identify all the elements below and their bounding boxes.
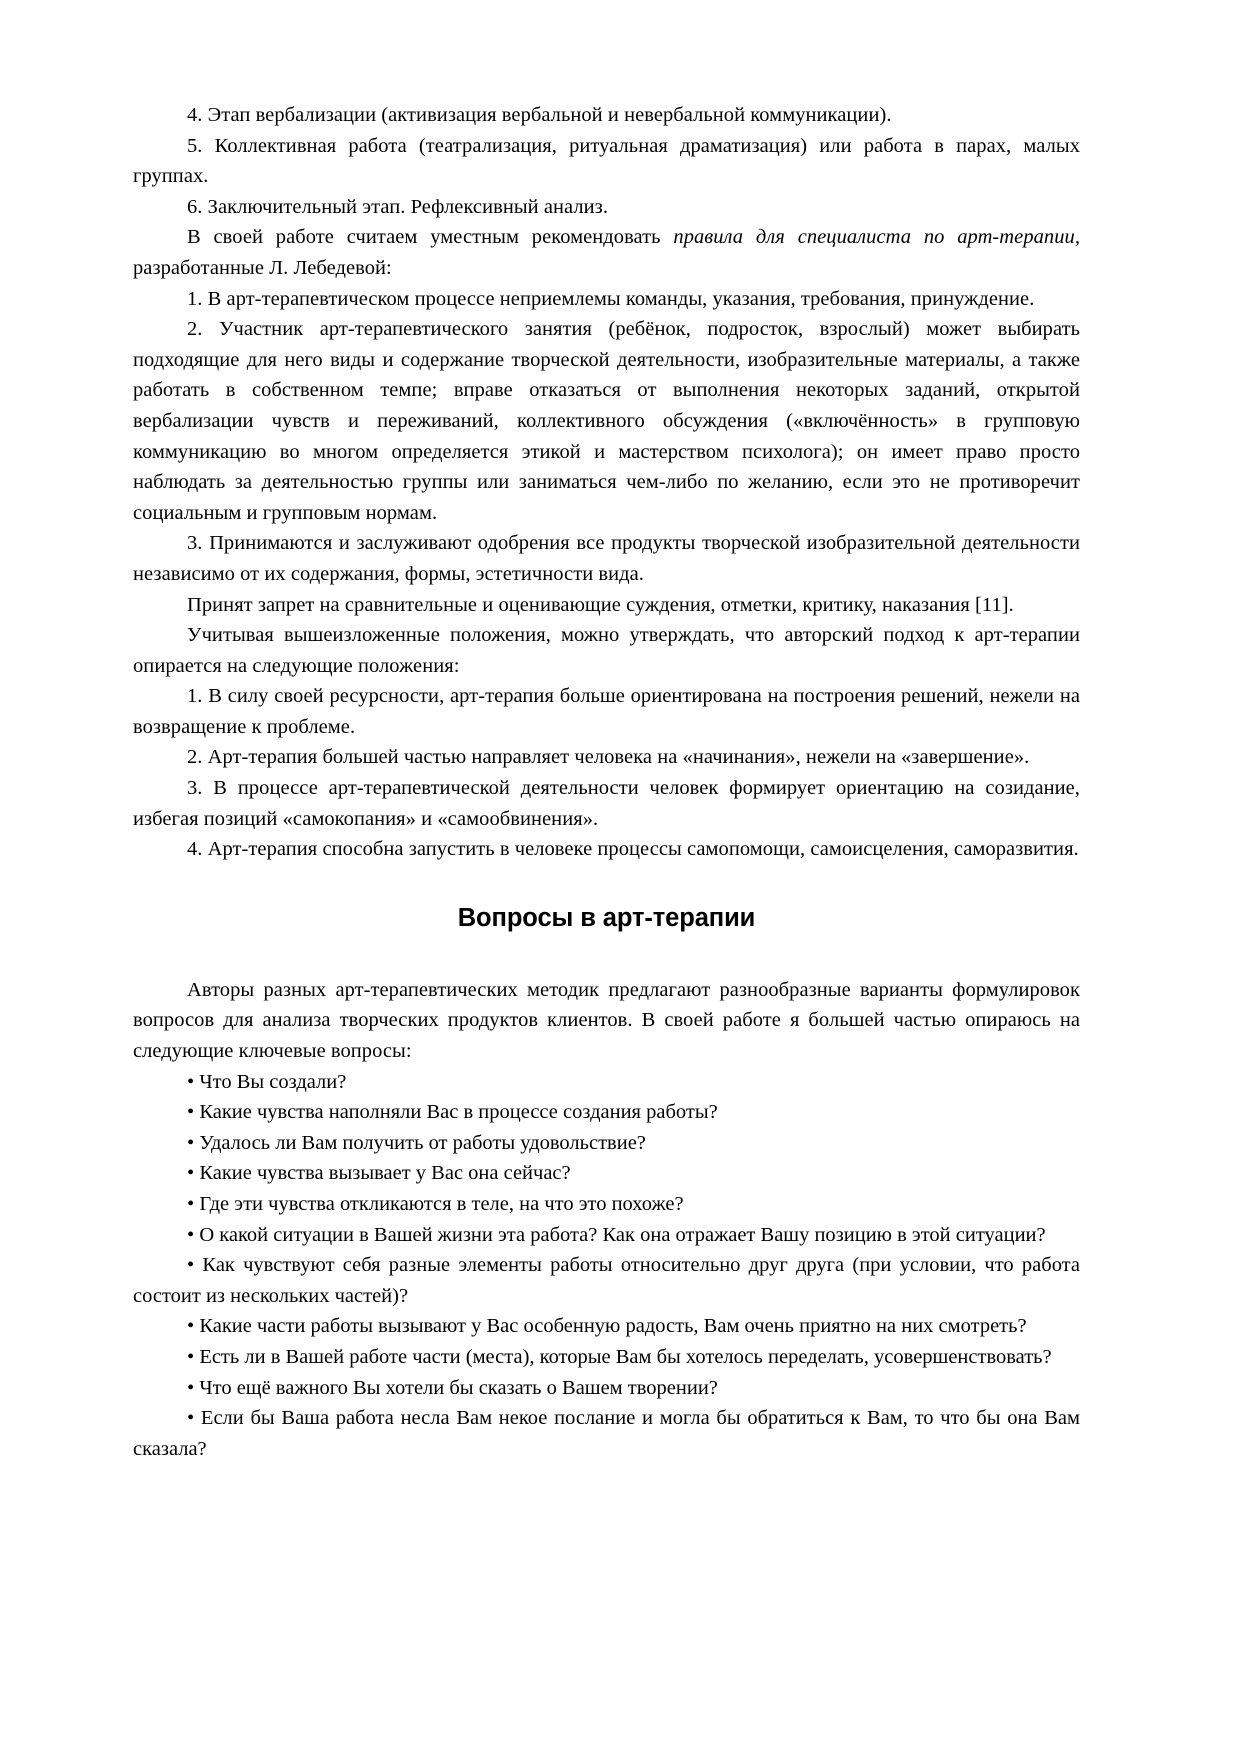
- bullet-icon: •: [187, 1101, 200, 1124]
- question-text: Как чувствуют себя разные элементы работы относительно друг друга (при условии, что работа состоит из нескольких частей)?: [133, 1254, 1080, 1307]
- question-list-item: [133, 1342, 1080, 1373]
- question-list-item: [133, 1311, 1080, 1342]
- stage-item-5: 5. Коллективная работа (театрализация, ритуальная драматизация) или работа в парах, малых группах.: [133, 134, 1080, 188]
- question-list-item: [133, 1403, 1080, 1464]
- question-list-item: [133, 1220, 1080, 1251]
- rule-item-2: 2. Участник арт-терапевтического занятия (ребёнок, подросток, взрослый) может выбирать подходящие для него виды и содержание творческой деятельности, изобразительные материалы, а также работать в собственном темпе; вправе отказаться от выполнения некоторых заданий, открытой вербализации чувств и переживаний, коллективного обсуждения («включённость» в групповую коммуникацию во многом определяется этикой и мастерством психолога); он имеет право просто наблюдать за деятельностью группы или заниматься чем-либо по желанию, если это не противоречит социальным и групповым нормам.: [133, 318, 1080, 524]
- question-text: Удалось ли Вам получить от работы удовольствие?: [199, 1131, 646, 1154]
- heading-spacer: [133, 933, 1080, 975]
- question-list-item: [133, 1097, 1080, 1128]
- question-text: Где эти чувства откликаются в теле, на что это похоже?: [199, 1193, 684, 1215]
- questions-intro-paragraph: Авторы разных арт-терапевтических методик предлагают разнообразные варианты формулировок вопросов для анализа творческих продуктов клиентов. В своей работе я большей частью опираюсь на следующие ключевые вопросы:: [133, 978, 1080, 1063]
- bullet-icon: •: [187, 1254, 203, 1277]
- bullet-icon: •: [187, 1223, 200, 1246]
- question-list-item: [133, 1189, 1080, 1220]
- question-list-item: [133, 1158, 1080, 1189]
- rules-intro-lead: В своей работе считаем уместным рекомендовать: [187, 226, 674, 249]
- approach-point-2: 2. Арт-терапия большей частью направляет человека на «начинания», нежели на «завершение».: [187, 746, 1030, 769]
- bullet-icon: •: [187, 1345, 200, 1368]
- question-list-item: [133, 1373, 1080, 1404]
- rules-intro-paragraph: [133, 222, 1080, 283]
- question-list-item: [133, 1067, 1080, 1098]
- approach-intro: Учитывая вышеизложенные положения, можно утверждать, что авторский подход к арт-терапии опирается на следующие положения:: [133, 624, 1080, 677]
- rules-intro-tail: разработанные Л. Лебедевой:: [133, 256, 392, 279]
- question-text: О какой ситуации в Вашей жизни эта работа? Как она отражает Вашу позицию в этой ситуации?: [199, 1223, 1046, 1246]
- question-text: Есть ли в Вашей работе части (места), которые Вам бы хотелось переделать, усовершенствовать?: [199, 1345, 1052, 1368]
- page-title: Вопросы в арт-терапии: [457, 903, 756, 932]
- question-text: Какие чувства наполняли Вас в процессе создания работы?: [199, 1101, 718, 1124]
- prohibition-paragraph: Принят запрет на сравнительные и оценивающие суждения, отметки, критику, наказания [11].: [187, 593, 1014, 616]
- question-list-item: [133, 1250, 1080, 1311]
- stage-item-4: 4. Этап вербализации (активизация вербальной и невербальной коммуникации).: [187, 104, 892, 126]
- approach-point-3: 3. В процессе арт-терапевтической деятельности человек формирует ориентацию на созидание, избегая позиций «самокопания» и «самообвинения».: [133, 777, 1080, 830]
- numbered-stages-block: [133, 100, 1080, 222]
- bullet-icon: •: [187, 1407, 201, 1430]
- question-text: Какие чувства вызывает у Вас она сейчас?: [199, 1162, 571, 1185]
- bullet-icon: •: [187, 1376, 200, 1399]
- authors-approach-block: [133, 620, 1080, 865]
- questions-intro-block: [133, 975, 1080, 1067]
- stage-item-6: 6. Заключительный этап. Рефлексивный анализ.: [187, 195, 608, 218]
- bullet-icon: •: [187, 1193, 200, 1215]
- rule-item-3: 3. Принимаются и заслуживают одобрения все продукты творческой изобразительной деятельности независимо от их содержания, формы, эстетичности вида.: [133, 532, 1080, 585]
- rule-item-1: 1. В арт-терапевтическом процессе неприемлемы команды, указания, требования, принуждение.: [187, 287, 1035, 310]
- question-text: Что ещё важного Вы хотели бы сказать о Вашем творении?: [199, 1376, 718, 1399]
- bullet-icon: •: [187, 1162, 200, 1185]
- bullet-icon: •: [187, 1131, 200, 1154]
- rules-intro-italic-title: правила для специалиста по арт-терапии,: [673, 226, 1080, 249]
- bullet-icon: •: [187, 1070, 200, 1093]
- approach-point-4: 4. Арт-терапия способна запустить в человеке процессы самопомощи, самоисцеления, саморазвития.: [187, 838, 1079, 861]
- question-text: Что Вы создали?: [199, 1070, 347, 1093]
- question-text: Если бы Ваша работа несла Вам некое послание и могла бы обратиться к Вам, то что бы она Вам сказала?: [133, 1407, 1080, 1460]
- question-text: Какие части работы вызывают у Вас особенную радость, Вам очень приятно на них смотреть?: [199, 1315, 1027, 1338]
- questions-list: [133, 1067, 1080, 1465]
- rules-intro-line: [133, 222, 1080, 283]
- approach-point-1: 1. В силу своей ресурсности, арт-терапия больше ориентирована на построения решений, нежели на возвращение к проблеме.: [133, 685, 1080, 738]
- rules-block: [133, 284, 1080, 621]
- bullet-icon: •: [187, 1315, 200, 1338]
- question-list-item: [133, 1128, 1080, 1159]
